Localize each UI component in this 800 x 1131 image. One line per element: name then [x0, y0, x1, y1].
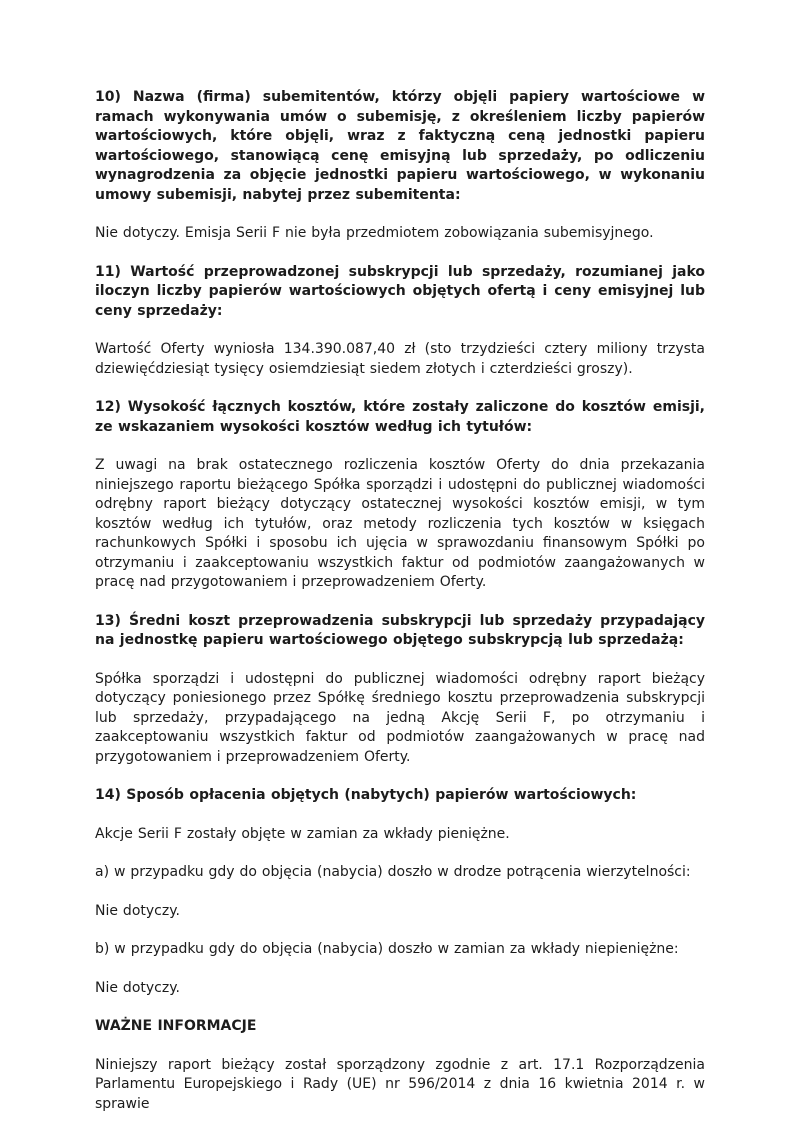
- paragraph-not-applicable-a: Nie dotyczy.: [95, 902, 180, 919]
- section-heading-12: 12) Wysokość łącznych kosztów, które zostały zaliczone do kosztów emisji, ze wskazaniem wysokości kosztów według ich tytułów:: [95, 399, 705, 435]
- paragraph-offer-value: Wartość Oferty wyniosła 134.390.087,40 zł (sto trzydzieści cztery miliony trzysta dziewięćdziesiąt tysięcy osiemdziesiąt siedem złotych i czterdzieści groszy).: [95, 341, 705, 377]
- paragraph-costs-explanation: Z uwagi na brak ostatecznego rozliczenia kosztów Oferty do dnia przekazania niniejszego raportu bieżącego Spółka sporządzi i udostępni do publicznej wiadomości odrębny raport bieżący dotyczący ostatecznej wysokości kosztów emisji, w tym kosztów według ich tytułów, oraz metody rozliczenia tych kosztów w księgach rachunkowych Spółki i sposobu ich ujęcia w sprawozdaniu finansowym Spółki po otrzymaniu i zaakceptowaniu wszystkich faktur od podmiotów zaangażowanych w pracę nad przygotowaniem i przeprowadzeniem Oferty.: [95, 457, 705, 590]
- section-heading-13: 13) Średni koszt przeprowadzenia subskrypcji lub sprzedaży przypadający na jednostkę papieru wartościowego objętego subskrypcją lub sprzedażą:: [95, 612, 705, 648]
- section-heading-10: 10) Nazwa (firma) subemitentów, którzy objęli papiery wartościowe w ramach wykonywania umów o subemisję, z określeniem liczby papierów wartościowych, które objęli, wraz z faktyczną ceną jednostki papieru wartościowego, stanowiącą cenę emisyjną lub sprzedaży, po odliczeniu wynagrodzenia za objęcie jednostki papieru wartościowego, w wykonaniu umowy subemisji, nabytej przez subemitenta:: [95, 89, 705, 203]
- section-heading-11: 11) Wartość przeprowadzonej subskrypcji lub sprzedaży, rozumianej jako iloczyn liczby papierów wartościowych objętych ofertą i ceny emisyjnej lub ceny sprzedaży:: [95, 263, 705, 319]
- paragraph-payment-method: Akcje Serii F zostały objęte w zamian za wkłady pieniężne.: [95, 825, 510, 842]
- section-heading-important-information: WAŻNE INFORMACJE: [95, 1018, 257, 1034]
- section-heading-14: 14) Sposób opłacenia objętych (nabytych) papierów wartościowych:: [95, 787, 637, 803]
- paragraph-not-applicable-10: Nie dotyczy. Emisja Serii F nie była przedmiotem zobowiązania subemisyjnego.: [95, 225, 654, 241]
- paragraph-point-b: b) w przypadku gdy do objęcia (nabycia) doszło w zamian za wkłady niepieniężne:: [95, 941, 679, 957]
- paragraph-point-a: a) w przypadku gdy do objęcia (nabycia) doszło w drodze potrącenia wierzytelności:: [95, 864, 691, 880]
- paragraph-average-cost: Spółka sporządzi i udostępni do publicznej wiadomości odrębny raport bieżący dotyczący poniesionego przez Spółkę średniego kosztu przeprowadzenia subskrypcji lub sprzedaży, przypadającego na jedną Akcję Serii F, po otrzymaniu i zaakceptowaniu wszystkich faktur od podmiotów zaangażowanych w pracę nad przygotowaniem i przeprowadzeniem Oferty.: [95, 670, 705, 765]
- paragraph-not-applicable-b: Nie dotyczy.: [95, 979, 180, 996]
- paragraph-legal-basis: Niniejszy raport bieżący został sporządzony zgodnie z art. 17.1 Rozporządzenia Parlamentu Europejskiego i Rady (UE) nr 596/2014 z dnia 16 kwietnia 2014 r. w sprawie: [95, 1056, 705, 1112]
